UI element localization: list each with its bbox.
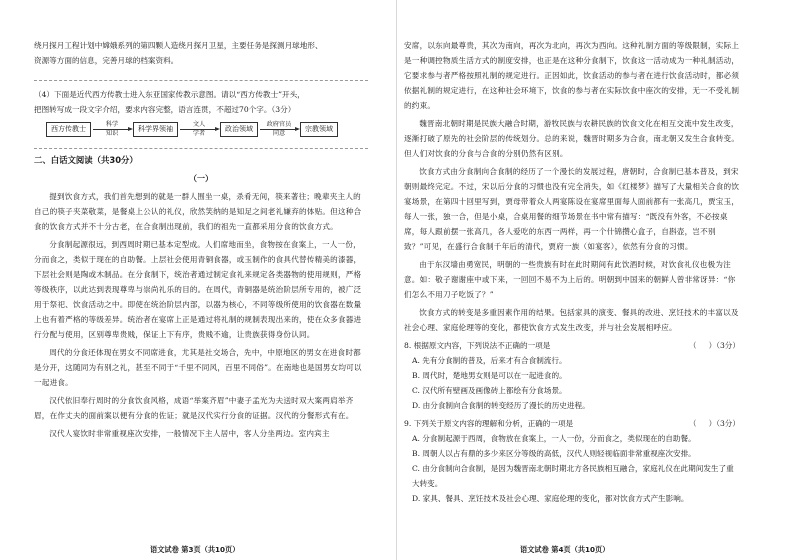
left-page-footer: 语文试卷 第3页（共10页）	[150, 545, 240, 554]
intro-line-2: 资源等方面的信息，完善月球的档案资料。	[34, 56, 179, 65]
q8-option-c: C. 汉代所有壁画及画像砖上都绘有分食场景。	[412, 386, 567, 395]
q9-stem: 9. 下列关于原文内容的理解和分析，正确的一项是	[404, 419, 574, 428]
q8-option-a: A. 先有分食制的普及，后来才有合食制流行。	[412, 356, 567, 365]
flow-arrow-3	[258, 121, 300, 138]
flow-arrow-2-bottom: 学者	[192, 130, 206, 137]
flow-arrow-2	[178, 121, 220, 138]
q4-line-2: 把图转写成一段文字介绍，要求内容完整，语言连贯，不超过70个字。（3分）	[34, 105, 296, 114]
q8-answer-blank[interactable]: （ ）（3分）	[688, 341, 740, 350]
flow-arrow-1-bottom: 知识	[105, 130, 119, 137]
question-4	[34, 80, 368, 138]
passage-paragraph: 安席，以东向最尊贵，其次为南向，再次为北向，再次为西向。这种礼制方面的等级限制，实际上是一种调控物质生活方式的制度安排，也正是在这种分食制下，饮食这一活动成为一种礼制活动，它要求参与者严格按照礼制的规定进行。正因如此，饮食活动的参与者在进行饮食活动时，都必须依据礼制的规定进行，在这种社会环境下，饮食的参与者在实际饮食中座次的安排，无一不受礼制的约束。	[404, 41, 740, 110]
flow-node-science: 科学界领袖	[133, 122, 178, 137]
question-9	[404, 416, 740, 431]
flow-node-politics: 政治领域	[220, 122, 258, 137]
passage-paragraph: 周代的分食还体现在男女不同席进食，尤其是社交场合，先中，中原地区的男女在进食时都是分开，这随同为有别之礼，甚至不同于“千里不同风，百里不同俗”。在南地也是国男女均可以一起进食。	[34, 348, 362, 387]
q4-line-1: （4）下面是近代西方传教士进入东亚国家传教示意图。请以“西方传教士”开头，	[34, 90, 305, 99]
q8-option-d: D. 由分食制向合食制的转变经历了漫长的历史进程。	[412, 401, 590, 410]
right-page-footer: 语文试卷 第4页（共10页）	[520, 545, 610, 554]
right-page	[404, 38, 740, 506]
arrow-right-icon	[180, 129, 218, 130]
q9-option-c: C. 由分食制向合食制，是因为魏晋南北朝时期北方各民族相互融合，家庭礼仪在此期间发生了重大转变。	[412, 464, 734, 488]
page-divider	[396, 0, 397, 560]
q9-option-b: B. 周朝人以占有鼎的多少来区分等级的高低，汉代人则轻视临面非常重视座次安排。	[412, 449, 696, 458]
passage-paragraph: 分食制起源很远，到西周时期已基本定型成。人们席地而坐，食物按在食案上，一人一份，分而食之，类似于现在的自助餐。上层社会使用青铜食器，或玉制作的食具代替传精美的漆器，下层社会则是陶或木制品。在分食制下，统治者通过制定食礼来规定各类器物的使用规则，严格等级秩序，以此达到表现尊卑与崇尚礼乐的目的。在周代，青铜器是统治阶层所专用的，被广泛用于祭祀、饮食活动之中。即使在统治阶层内部，以器为核心，不同等级所使用的饮食器在数量上也有着严格的等级差异。统治者在宴席上正是通过将礼制的规制表现出来的，使在众多食器进行分配与使用，区别尊卑贵贱，保证上下有序，贵贱不逾，让贵族获得身份认同。	[34, 240, 362, 339]
passage-paragraph: 饮食方式由分食制向合食制的经历了一个漫长的发展过程，唐朝时，合食制已基本普及，到宋朝则最终完定。不过，宋以后分食的习惯也没有完全消失，如《红楼梦》描写了大量相关合食的饮宴场景，在第四十回里写到，贾母带着众人两宴陈设在宴席里面每人面前都有一张高几，贾宝玉，每人一张，独一合，但是小桌，合桌用餐的细节场景在书中常有描写：“既没有外客，不必按桌席，每人跟前摆一张高几，各人爱吃的东西一两样，再一个什锦攒心盒子，自斟壶，岂不别致？”可见，在盛行合食制千年后的清代，贾府一族（如宴客），依然有分食的习惯。	[404, 167, 740, 251]
passage-number: （一）	[189, 173, 213, 183]
flow-node-missionary: 西方传教士	[46, 122, 91, 137]
question-8	[404, 338, 740, 353]
flow-arrow-3-top: 政府官员	[266, 121, 292, 128]
arrow-right-icon	[260, 129, 298, 130]
passage-paragraph: 提到饮食方式，我们首先想到的就是一群人围坐一桌，杀肴无间，筷来著往；晚辈夹主人的自己的筷子夹菜敬菜，是餐桌上公认的礼仪，欣然笑纳的是知足之间老礼嫌弃的体贴。但这种合食的饮食方式并不十分古老，在合食制出现前，我们的祖先一直都采用分食的饮食方式。	[34, 192, 362, 231]
flow-node-religion: 宗教领域	[300, 122, 338, 137]
q9-option-a: A. 分食制起源于西周，食物放在食案上，一人一份，分而食之，类似现在的自助餐。	[412, 434, 696, 443]
passage-paragraph: 汉代依旧奉行周时的分食饮食风格，成语“举案齐眉”中妻子孟光为夫送时双大案两肩举齐眉，在作丈夫的面前案以便有分食的佐证；就是汉代实行分食的证据。汉代的分餐形式有在。	[34, 396, 354, 420]
passage-paragraph: 饮食方式的转变是多重因素作用的结果。包括家具的演变、餐具的改进、烹饪技术的丰富以及社会心理、家庭伦理等的变化，都使饮食方式发生改变，并与社会发展相呼应。	[404, 308, 739, 332]
flow-arrow-2-top: 文人	[192, 121, 206, 128]
arrow-right-icon	[93, 129, 131, 130]
missionary-flow-diagram	[46, 121, 368, 138]
flow-arrow-1	[91, 121, 133, 138]
intro-line-1: 绕月探月工程计划中嫦娥系列的第四颗人造绕月探月卫星，主要任务是探测月球地形、	[34, 41, 323, 50]
q8-option-b: B. 周代时，楚地男女则是可以在一起进食的。	[412, 371, 567, 380]
left-page	[34, 38, 368, 444]
q9-option-d: D. 家具、餐具、烹饪技术及社会心理、家庭伦理的变化，都对饮食方式产生影响。	[412, 494, 689, 503]
passage-paragraph: 由于东汉墙由勇宽民，明朝的一些贵族有时在此时期间有此饮酒时候，对饮食礼仪也极为注意。如：敬子谢谢座中或下来，一回回不易不为上后的。明朝到中国来的朝鲜人曾非常讶异：“你们怎么不用刀子吃饭了？”	[404, 260, 736, 299]
passage-paragraph: 魏晋南北朝时期是民族大融合时期，游牧民族与农耕民族的饮食文化在相互交流中发生改变，逐渐打破了原先的社会阶层的传统划分。总的来说，魏晋时期多为合食，南北朝又发生合食转变。但人们对饮食的分食与合食的分别仍然有区别。	[404, 119, 740, 158]
q9-answer-blank[interactable]: （ ）（3分）	[688, 419, 740, 428]
passage-paragraph: 汉代人宴饮时非常重视座次安排，一般情况下主人居中，客人分坐两边。室内宾主	[49, 429, 330, 438]
q8-stem: 8. 根据原文内容，下列说法不正确的一项是	[404, 341, 551, 350]
flow-arrow-1-top: 科学	[105, 121, 119, 128]
flow-arrow-3-bottom: 同意	[272, 130, 286, 137]
section-title: 二、白话文阅读（共30分）	[34, 148, 368, 168]
